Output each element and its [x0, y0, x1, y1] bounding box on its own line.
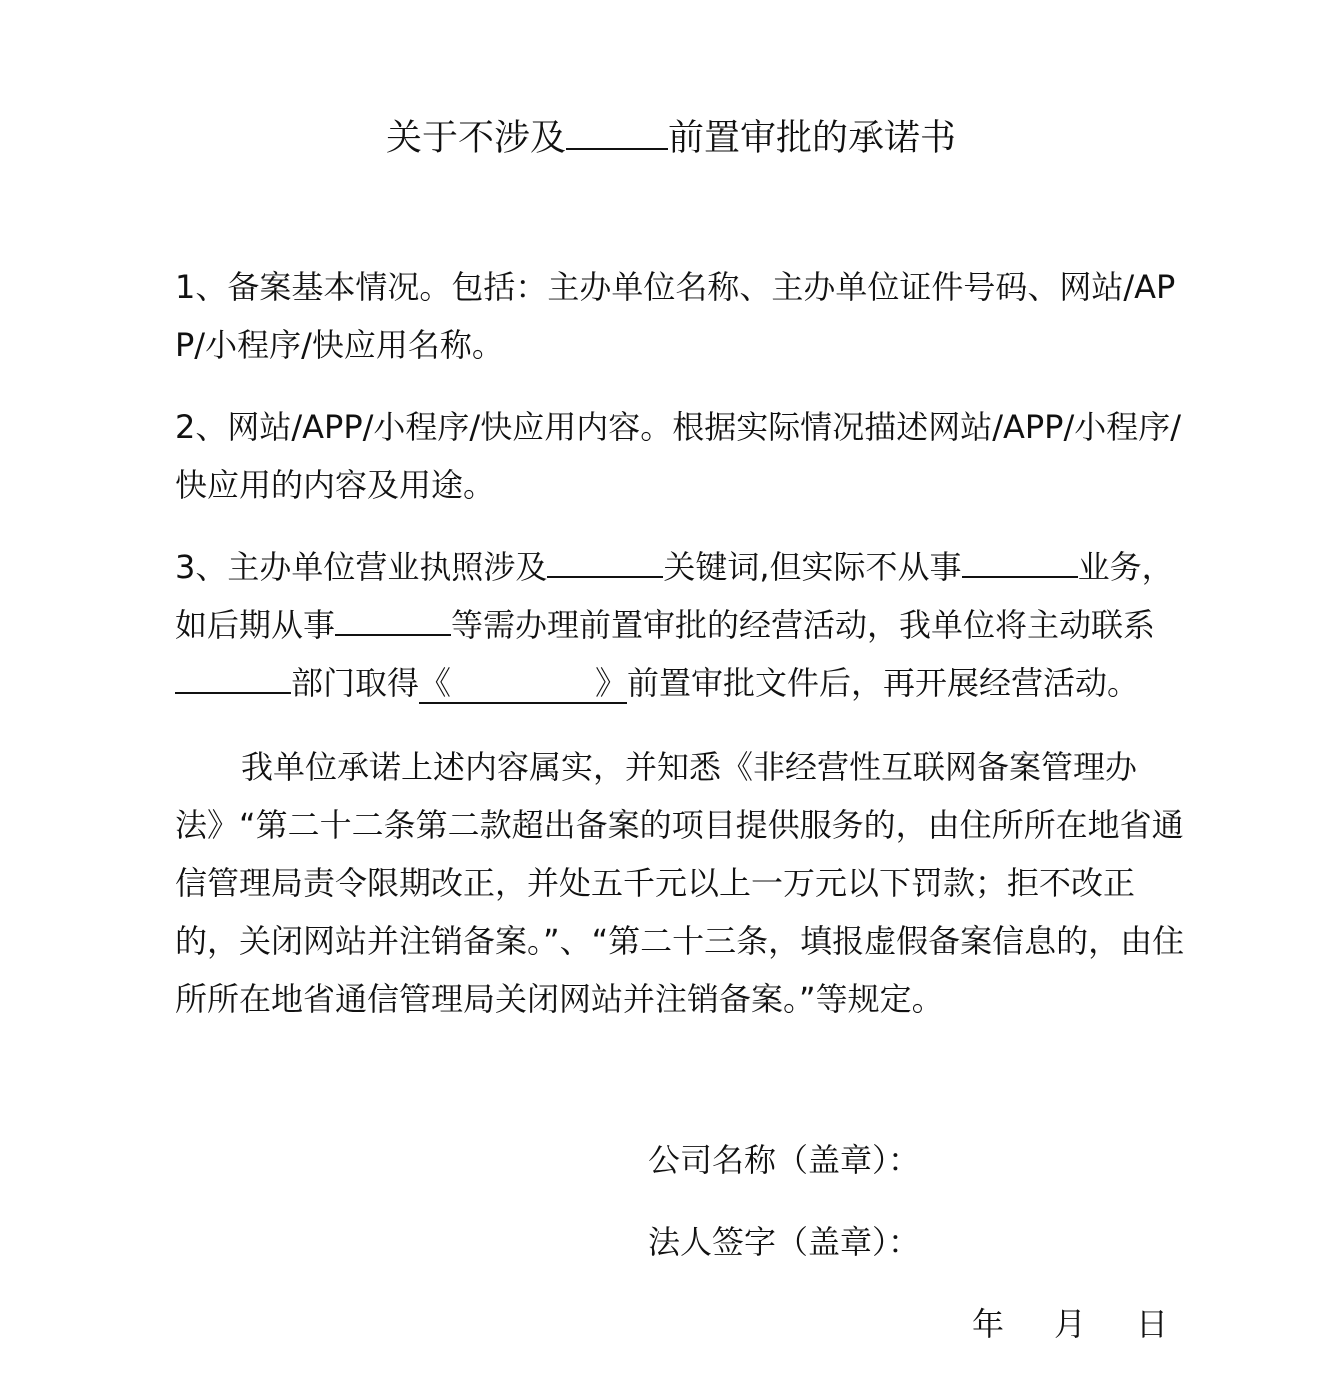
day-label: 日 — [1136, 1305, 1169, 1343]
business-blank — [962, 541, 1078, 578]
future-business-blank — [335, 599, 451, 636]
year-label: 年 — [972, 1305, 1005, 1343]
p3-part2: 关键词,但实际不从事 — [663, 548, 962, 586]
p3-part6: 前置审批文件后，再开展经营活动。 — [627, 664, 1140, 702]
paragraph-commitment: 我单位承诺上述内容属实，并知悉《非经营性互联网备案管理办法》“第二十二条第二款超出备案的项目提供服务的，由住所所在地省通信管理局责令限期改正，并处五千元以上一万元以下罚款；拒不改正的，关闭网站并注销备案。”、“第二十三条，填报虚假备案信息的，由住所所在地省通信管理局关闭网站并注销备案。”等规定。 — [175, 748, 1185, 1018]
paragraph-3 — [175, 538, 1185, 712]
p3-part5: 部门取得 — [291, 664, 420, 702]
title-blank — [566, 108, 668, 150]
company-seal-label: 公司名称（盖章）： — [648, 1141, 921, 1179]
approval-name-space — [451, 659, 595, 694]
document-title — [0, 108, 1342, 163]
p3-part3: 业务，如后期从事 — [175, 548, 1174, 644]
paragraph-2: 2、网站/APP/小程序/快应用内容。根据实际情况描述网站/APP/小程序/快应用的内容及用途。 — [175, 408, 1182, 504]
book-close-mark: 》 — [595, 664, 628, 702]
paragraph-1: 1、备案基本情况。包括：主办单位名称、主办单位证件号码、网站/APP/小程序/快应用名称。 — [175, 268, 1176, 364]
title-suffix: 前置审批的承诺书 — [668, 117, 957, 159]
legal-rep-signature-label: 法人签字（盖章）： — [648, 1223, 921, 1261]
department-blank — [175, 657, 291, 694]
p3-part4: 等需办理前置审批的经营活动，我单位将主动联系 — [451, 606, 1156, 644]
month-label: 月 — [1054, 1305, 1087, 1343]
approval-document-blank — [419, 664, 627, 704]
keyword-blank — [547, 541, 663, 578]
book-open-mark: 《 — [419, 664, 452, 702]
p3-part1: 3、主办单位营业执照涉及 — [175, 548, 548, 586]
date-line — [972, 1300, 1168, 1348]
title-prefix: 关于不涉及 — [385, 117, 566, 159]
